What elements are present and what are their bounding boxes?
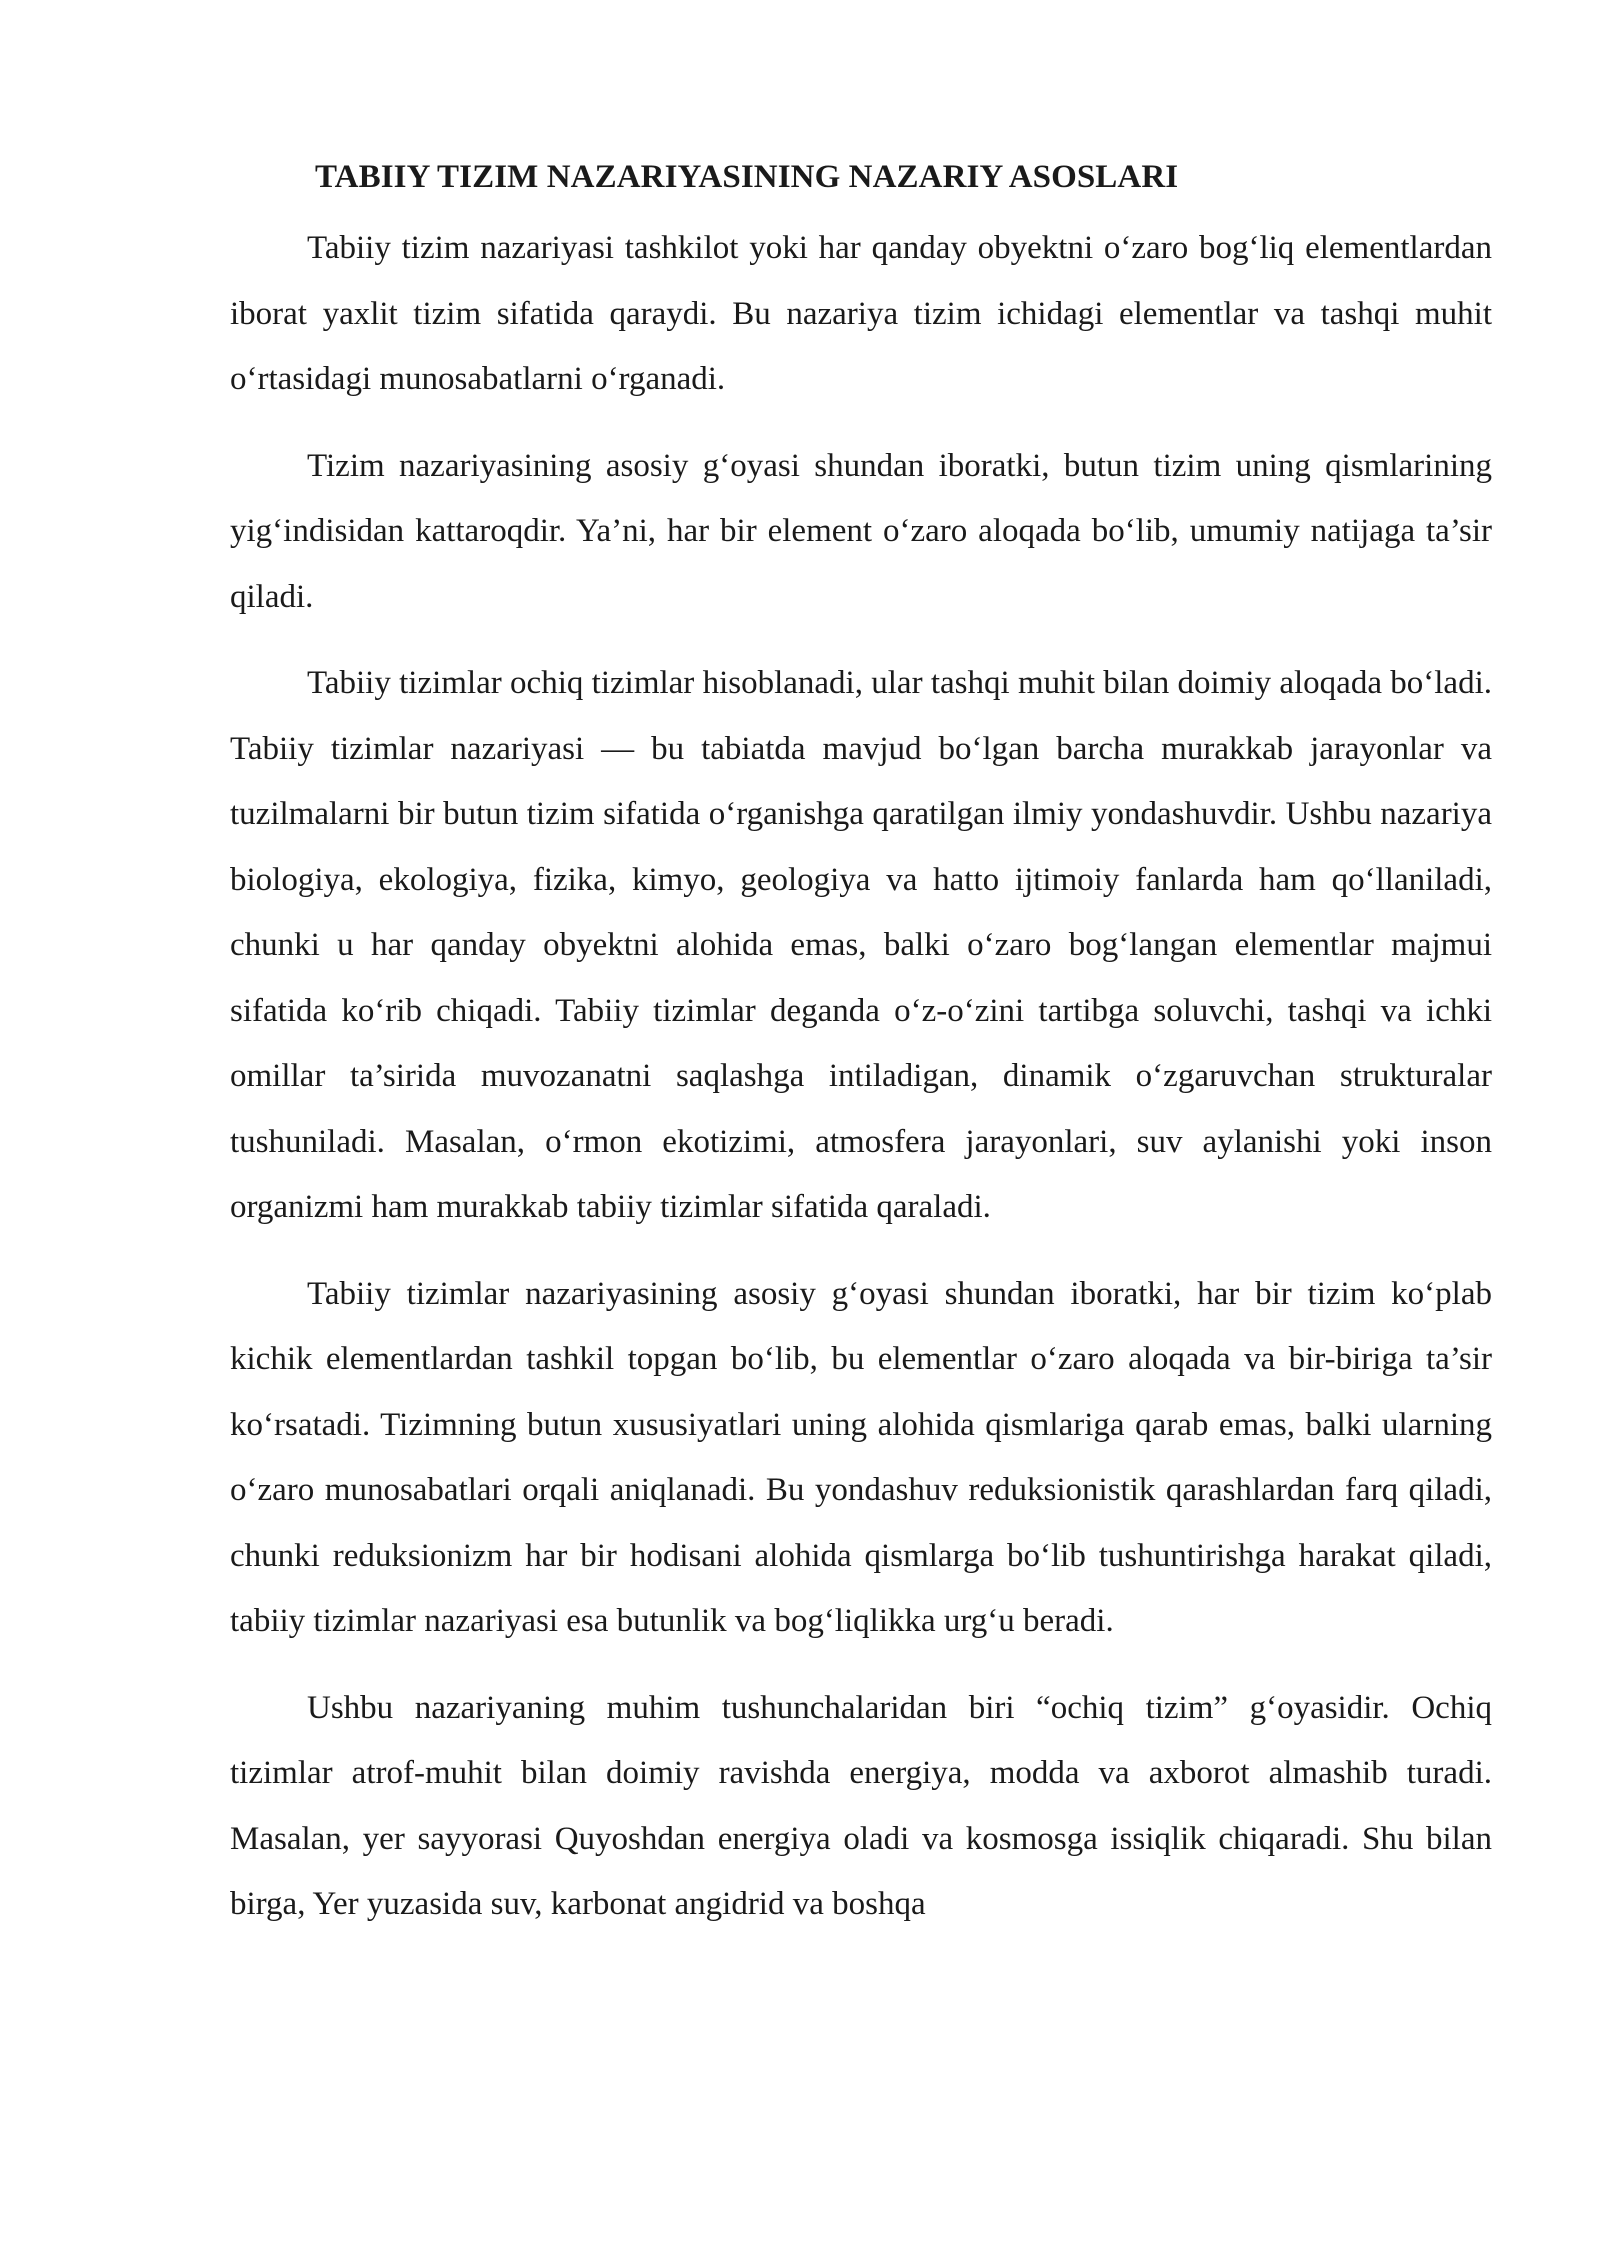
paragraph-4: Tabiiy tizimlar nazariyasining asosiy g‘oyasi shundan iboratki, har bir tizim ko‘plab kichik elementlardan tashkil topgan bo‘lib, bu elementlar o‘zaro aloqada va bir-biriga ta’sir ko‘rsatadi. Tizimning butun xususiyatlari uning alohida qismlariga qarab emas, balki ularning o‘zaro munosabatlari orqali aniqlanadi. Bu yondashuv reduksionistik qarashlardan farq qiladi, chunki reduksionizm har bir hodisani alohida qismlarga bo‘lib tushuntirishga harakat qiladi, tabiiy tizimlar nazariyasi esa butunlik va bog‘liqlikka urg‘u beradi. [230,1275,1492,1639]
paragraph-3: Tabiiy tizimlar ochiq tizimlar hisoblanadi, ular tashqi muhit bilan doimiy aloqada bo‘ladi. Tabiiy tizimlar nazariyasi — bu tabiatda mavjud bo‘lgan barcha murakkab jarayonlar va tuzilmalarni bir butun tizim sifatida o‘rganishga qaratilgan ilmiy yondashuvdir. Ushbu nazariya biologiya, ekologiya, fizika, kimyo, geologiya va hatto ijtimoiy fanlarda ham qo‘llaniladi, chunki u har qanday obyektni alohida emas, balki o‘zaro bog‘langan elementlar majmui sifatida ko‘rib chiqadi. Tabiiy tizimlar deganda o‘z-o‘zini tartibga soluvchi, tashqi va ichki omillar ta’sirida muvozanatni saqlashga intiladigan, dinamik o‘zgaruvchan strukturalar tushuniladi. Masalan, o‘rmon ekotizimi, atmosfera jarayonlari, suv aylanishi yoki inson organizmi ham murakkab tabiiy tizimlar sifatida qaraladi. [230,665,1492,1225]
paragraph-5: Ushbu nazariyaning muhim tushunchalaridan biri “ochiq tizim” g‘oyasidir. Ochiq tizimlar atrof-muhit bilan doimiy ravishda energiya, modda va axborot almashib turadi. Masalan, yer sayyorasi Quyoshdan energiya oladi va kosmosga issiqlik chiqaradi. Shu bilan birga, Yer yuzasida suv, karbonat angidrid va boshqa [230,1689,1492,1922]
document-body [230,150,1492,1959]
paragraph-2: Tizim nazariyasining asosiy g‘oyasi shundan iboratki, butun tizim uning qismlarining yig‘indisidan kattaroqdir. Ya’ni, har bir element o‘zaro aloqada bo‘lib, umumiy natijaga ta’sir qiladi. [230,447,1492,615]
paragraph-1: Tabiiy tizim nazariyasi tashkilot yoki har qanday obyektni o‘zaro bog‘liq elementlardan iborat yaxlit tizim sifatida qaraydi. Bu nazariya tizim ichidagi elementlar va tashqi muhit o‘rtasidagi munosabatlarni o‘rganadi. [230,230,1492,397]
document-title: TABIIY TIZIM NAZARIYASINING NAZARIY ASOSLARI [315,159,1179,195]
